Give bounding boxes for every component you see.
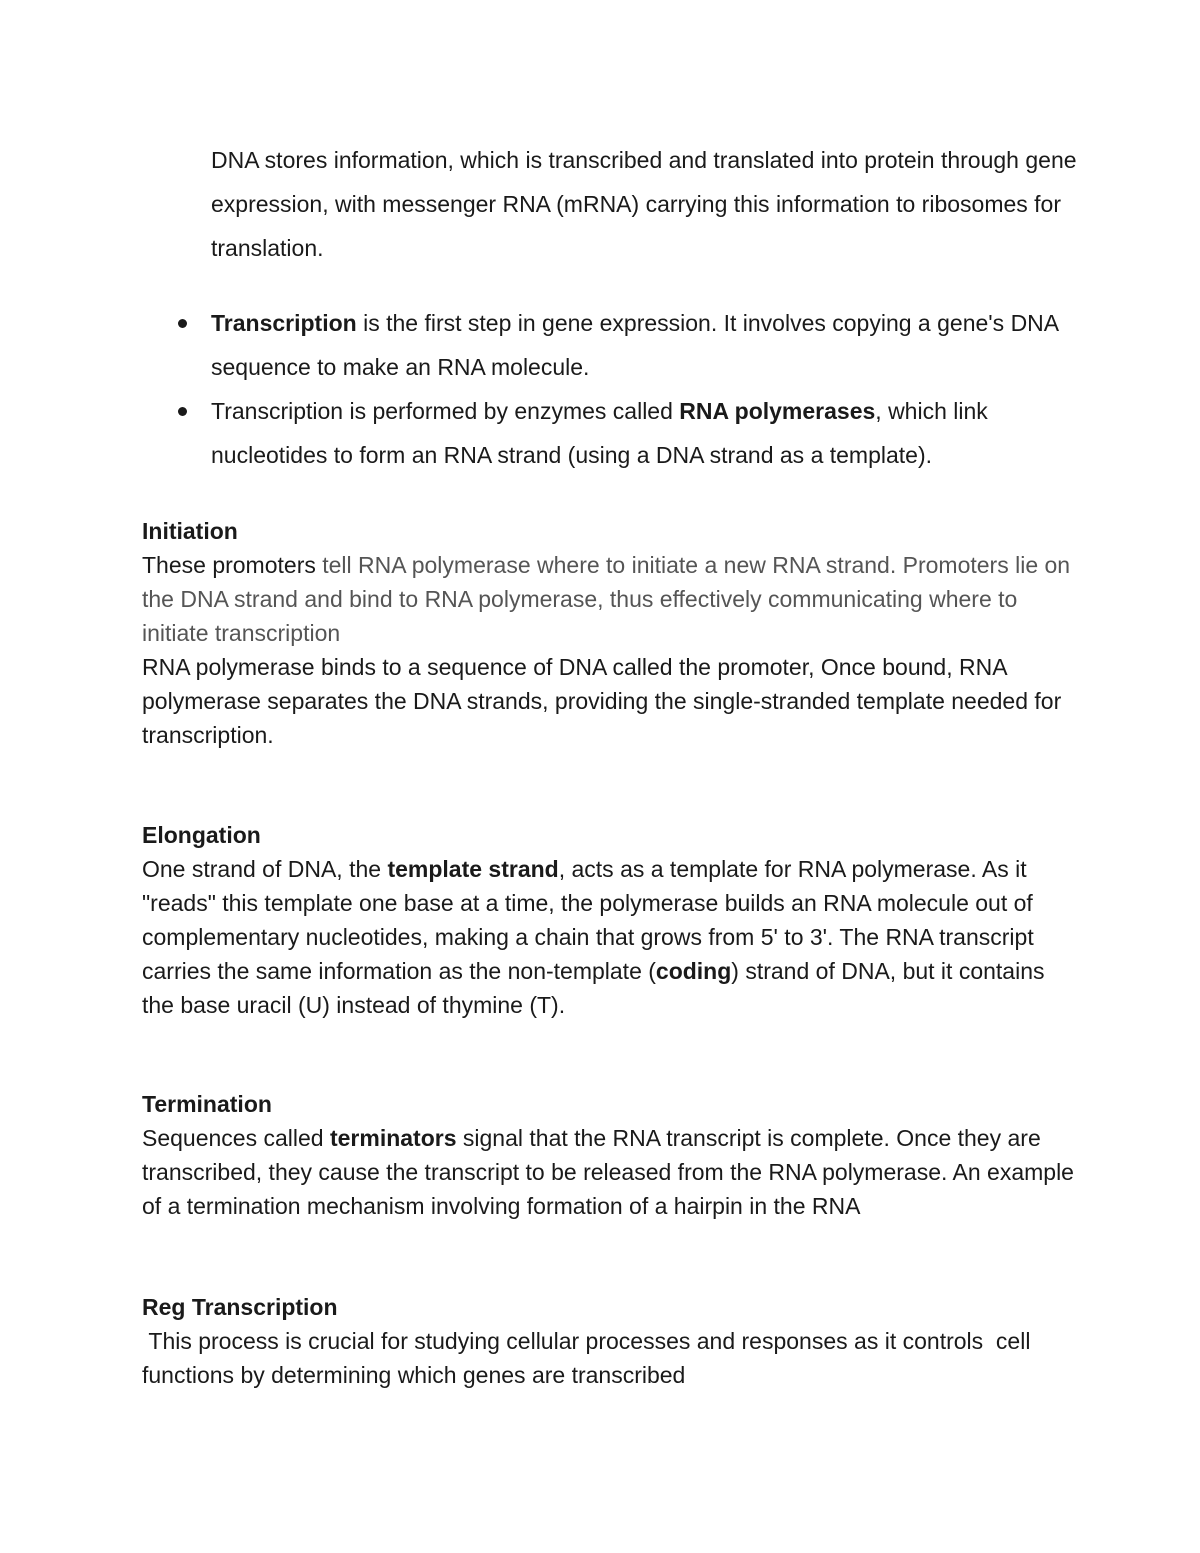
bullet-text: Transcription is performed by enzymes called	[211, 398, 680, 424]
initiation-paragraph-1	[142, 548, 1082, 650]
bold-term: RNA polymerases	[679, 398, 876, 424]
section-elongation	[142, 818, 1082, 1022]
intro-paragraph: DNA stores information, which is transcribed and translated into protein through gene expression, with messenger RNA (mRNA) carrying this information to ribosomes for translation.	[211, 147, 1077, 261]
text-run: Sequences called	[142, 1125, 330, 1151]
section-reg-transcription	[142, 1290, 1082, 1392]
text-run: One strand of DNA, the	[142, 856, 388, 882]
bold-term: terminators	[329, 1125, 457, 1151]
bullet-text: , which link nucleotides to form an RNA strand (using a DNA strand as a template).	[211, 398, 988, 468]
section-heading: Termination	[142, 1091, 272, 1117]
bullet-text: is the first step in gene expression. It involves copying a gene's DNA sequence to make an RNA molecule.	[211, 310, 1058, 380]
elongation-paragraph	[142, 852, 1082, 1022]
bold-term: Transcription	[211, 310, 357, 336]
section-heading: Initiation	[142, 518, 238, 544]
text-run: , acts as a template for RNA polymerase. As it "reads" this template one base at a time, the polymerase builds an RNA molecule out of complementary nucleotides, making a chain that grows from 5' to 3'. The RNA transcript carries the same information as the non-template (	[142, 856, 1034, 984]
bullet-item-transcription	[211, 301, 1091, 389]
bullet-list	[211, 301, 1091, 477]
termination-paragraph	[142, 1121, 1082, 1223]
text-run: signal that the RNA transcript is complete. Once they are transcribed, they cause the transcript to be released from the RNA polymerase. An example of a termination mechanism involving formation of a hairpin in the RNA	[142, 1125, 1074, 1219]
gray-text: tell RNA polymerase where to initiate a new RNA strand. Promoters lie on the DNA strand and bind to RNA polymerase, thus effectively communicating where to initiate transcription	[142, 552, 1071, 646]
bold-phrase: These promoters	[142, 552, 316, 578]
text-run: ) strand of DNA, but it contains the base uracil (U) instead of thymine (T).	[142, 958, 1045, 1018]
section-heading: Elongation	[142, 822, 261, 848]
reg-paragraph: This process is crucial for studying cellular processes and responses as it controls cell functions by determining which genes are transcribed	[142, 1328, 1037, 1388]
bold-term: template strand	[387, 856, 559, 882]
initiation-paragraph-2: RNA polymerase binds to a sequence of DNA called the promoter, Once bound, RNA polymerase separates the DNA strands, providing the single-stranded template needed for transcription.	[142, 654, 1062, 748]
section-heading: Reg Transcription	[142, 1294, 338, 1320]
bold-term: coding	[655, 958, 732, 984]
bullet-item-polymerases	[211, 389, 1091, 477]
section-initiation	[142, 514, 1082, 752]
section-termination	[142, 1087, 1082, 1223]
